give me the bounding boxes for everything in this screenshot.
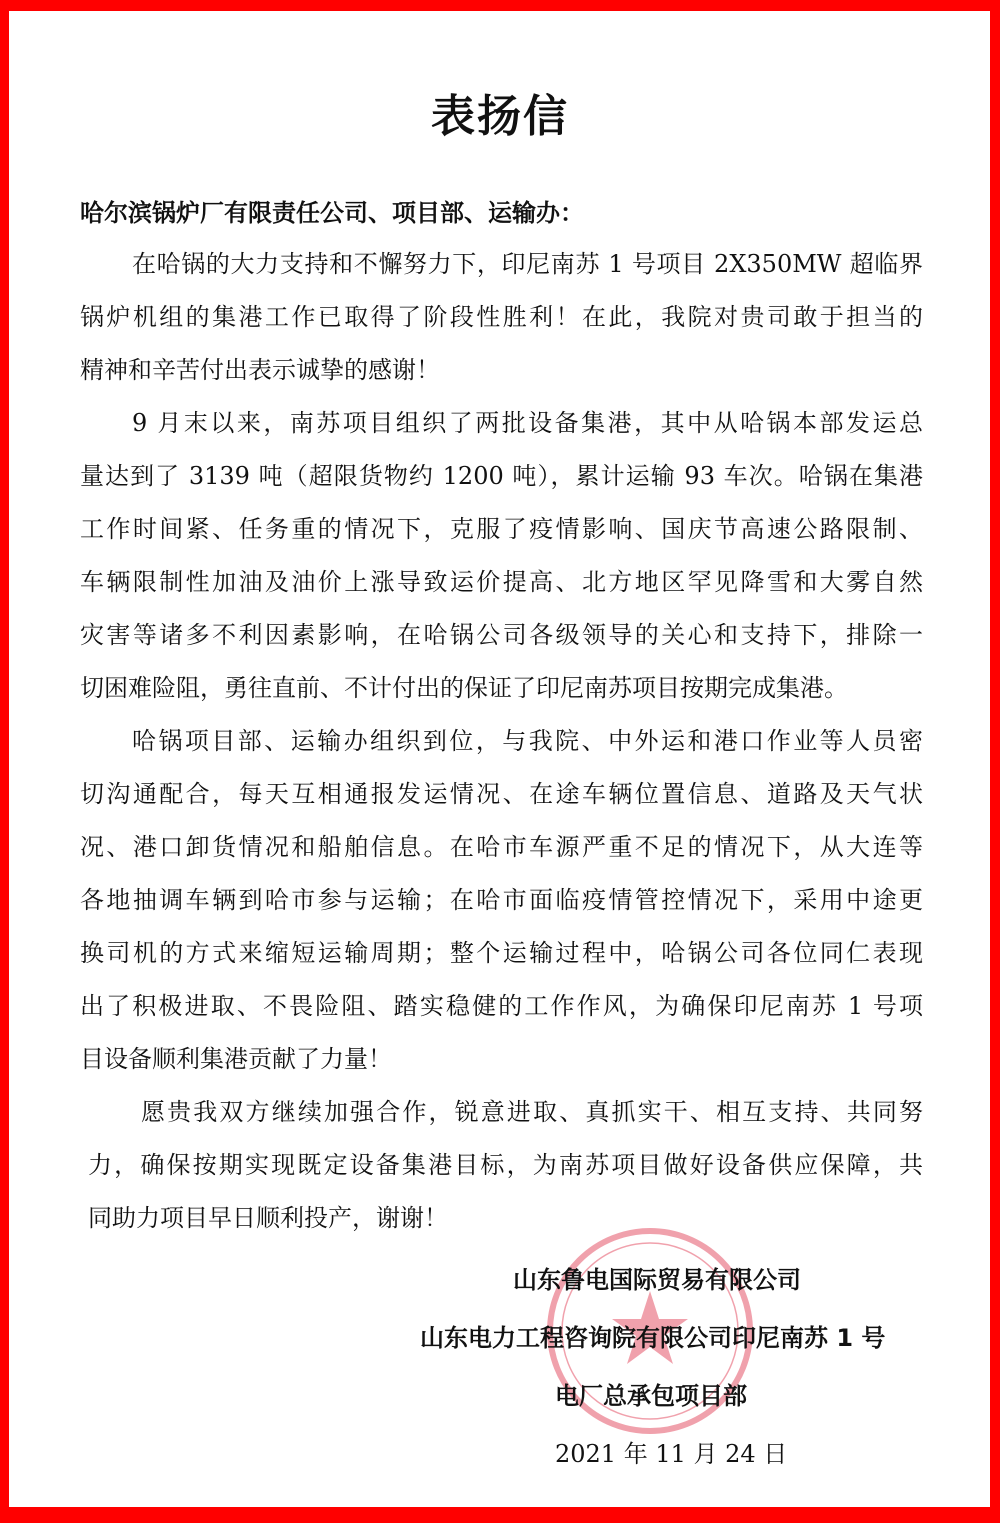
salutation: 哈尔滨锅炉厂有限责任公司、项目部、运输办： bbox=[80, 199, 584, 227]
body-line: 况、港口卸货情况和船舶信息。在哈市车源严重不足的情况下，从大连等 bbox=[80, 833, 923, 861]
body-line: 目设备顺利集港贡献了力量！ bbox=[80, 1045, 392, 1073]
body-line: 量达到了 3139 吨（超限货物约 1200 吨），累计运输 93 车次。哈锅在集港 bbox=[80, 462, 923, 490]
body-line: 同助力项目早日顺利投产，谢谢！ bbox=[88, 1204, 448, 1232]
body-line: 各地抽调车辆到哈市参与运输；在哈市面临疫情管控情况下，采用中途更 bbox=[80, 886, 923, 914]
body-line: 力，确保按期实现既定设备集港目标，为南苏项目做好设备供应保障，共 bbox=[88, 1151, 923, 1179]
body-line: 切沟通配合，每天互相通报发运情况、在途车辆位置信息、道路及天气状 bbox=[80, 780, 923, 808]
body-line: 9 月末以来，南苏项目组织了两批设备集港，其中从哈锅本部发运总 bbox=[132, 409, 923, 437]
body-line: 在哈锅的大力支持和不懈努力下，印尼南苏 1 号项目 2X350MW 超临界 bbox=[132, 250, 923, 278]
body-line: 锅炉机组的集港工作已取得了阶段性胜利！在此，我院对贵司敢于担当的 bbox=[80, 303, 923, 331]
signature-project-dept: 电厂总承包项目部 bbox=[555, 1382, 747, 1410]
body-line: 出了积极进取、不畏险阻、踏实稳健的工作作风，为确保印尼南苏 1 号项 bbox=[80, 992, 923, 1020]
body-line: 工作时间紧、任务重的情况下，克服了疫情影响、国庆节高速公路限制、 bbox=[80, 515, 923, 543]
signature-company-1: 山东鲁电国际贸易有限公司 bbox=[513, 1266, 801, 1294]
signature-company-2: 山东电力工程咨询院有限公司印尼南苏 1 号 bbox=[420, 1324, 886, 1352]
signature-block bbox=[80, 1251, 923, 1483]
body-line: 车辆限制性加油及油价上涨导致运价提高、北方地区罕见降雪和大雾自然 bbox=[80, 568, 923, 596]
letter-date: 2021 年 11 月 24 日 bbox=[555, 1440, 788, 1468]
letter-body bbox=[80, 238, 923, 1245]
body-line: 灾害等诸多不利因素影响，在哈锅公司各级领导的关心和支持下，排除一 bbox=[80, 621, 923, 649]
body-line: 切困难险阻，勇往直前、不计付出的保证了印尼南苏项目按期完成集港。 bbox=[80, 674, 848, 702]
body-line: 愿贵我双方继续加强合作，锐意进取、真抓实干、相互支持、共同努 bbox=[141, 1098, 923, 1126]
body-line: 哈锅项目部、运输办组织到位，与我院、中外运和港口作业等人员密 bbox=[132, 727, 923, 755]
body-line: 换司机的方式来缩短运输周期；整个运输过程中，哈锅公司各位同仁表现 bbox=[80, 939, 923, 967]
letter-title: 表扬信 bbox=[431, 91, 569, 142]
body-line: 精神和辛苦付出表示诚挚的感谢！ bbox=[80, 356, 440, 384]
